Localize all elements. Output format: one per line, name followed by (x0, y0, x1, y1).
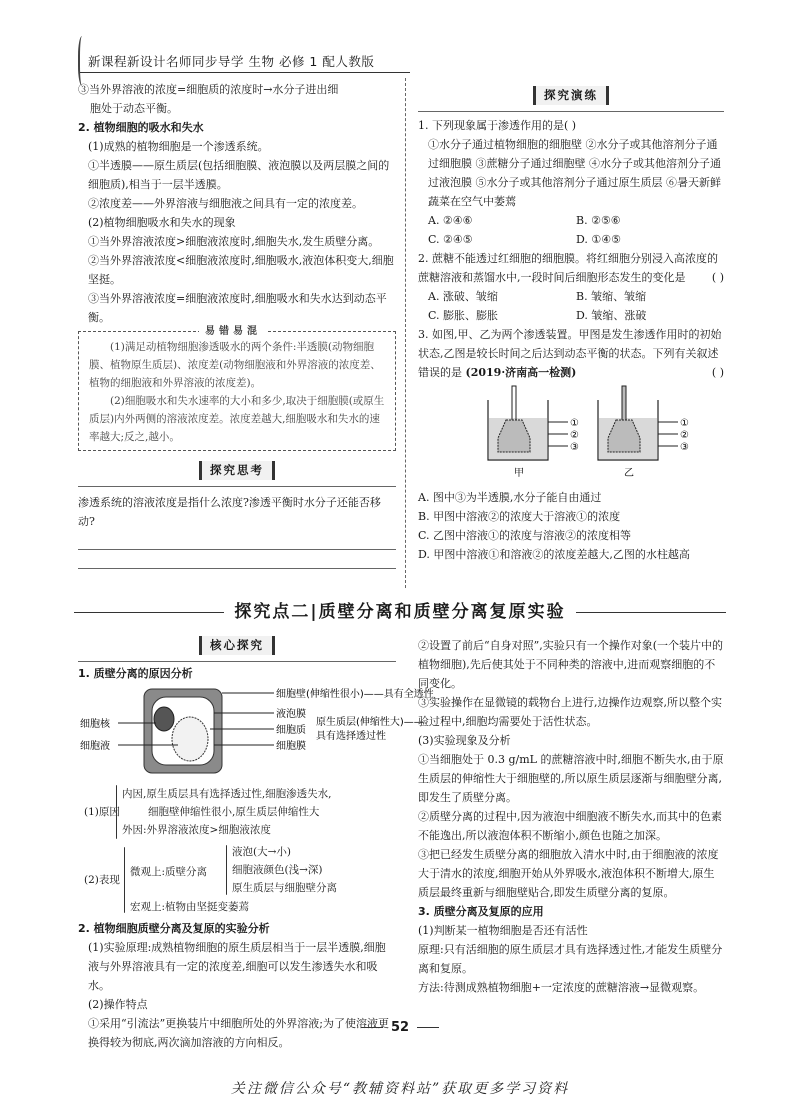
option-a[interactable]: A. 图中③为半透膜,水分子能自由通过 (418, 491, 602, 504)
question-source: (2019·济南高一检测) (465, 366, 577, 379)
paragraph: ③把已经发生质壁分离的细胞放入清水中时,由于细胞液的浓度大于清水的浓度,细胞开始从外界吸水,液泡体积不断增大,原生质层最终重新与细胞壁贴合,即发生质壁分离的复原。 (418, 848, 719, 899)
question-2: 2. 蔗糖不能透过红细胞的细胞膜。将红细胞分别浸入高浓度的蔗糖溶液和蒸馏水中,一段时间后细胞形态发生的变化是 ( ) (418, 252, 724, 284)
subheading: 2. 植物细胞的吸水和失水 (78, 121, 204, 134)
answer-line (78, 549, 396, 550)
page-number: 52 (0, 1018, 800, 1037)
answer-line (78, 568, 396, 569)
option-d[interactable]: D. 皱缩、涨破 (576, 309, 647, 322)
paragraph: ③实验操作在显微镜的载物台上进行,边操作边观察,所以整个实验过程中,细胞均需要处于活性状态。 (418, 696, 722, 728)
paragraph: (3)实验现象及分析 (418, 734, 511, 747)
brace (116, 785, 117, 839)
paragraph: (2)操作特点 (88, 998, 148, 1011)
paragraph: ②浓度差——外界溶液与细胞液之间具有一定的浓度差。 (88, 197, 363, 210)
paragraph: 方法:待测成熟植物细胞+一定浓度的蔗糖溶液→显微观察。 (418, 981, 705, 994)
subheading: 1. 质壁分离的原因分析 (78, 667, 193, 680)
text-line: 胞处于动态平衡。 (90, 102, 178, 115)
protoplast-label: 原生质层(伸缩性大)—— (316, 717, 424, 728)
option-d[interactable]: D. 甲图中溶液①和溶液②的浓度差越大,乙图的水柱越高 (418, 548, 690, 561)
options-row (418, 230, 724, 249)
vacuole-membrane-label: 液泡膜 (276, 709, 306, 720)
error-prone-box (78, 326, 396, 451)
text-line: ③当外界溶液的浓度=细胞质的浓度时→水分子进出细 (78, 83, 339, 96)
section2-right-column (418, 636, 724, 997)
show-block: (2)表现 微观上:质壁分离 液泡(大→小) 细胞液颜色(浅→深) 原生质层与细胞壁分离 宏观上:植物由坚挺变萎蔫 (84, 846, 337, 913)
running-header: 新课程新设计名师同步导学 生物 必修 1 配人教版 (88, 54, 375, 69)
rule (78, 486, 396, 487)
think-question: 渗透系统的溶液浓度是指什么浓度?渗透平衡时水分子还能否移动? (78, 496, 381, 528)
paragraph: ②质壁分离的过程中,因为液泡中细胞液不断失水,而其中的色素不能逸出,所以液泡体积不断缩小,颜色也随之加深。 (418, 810, 722, 842)
label-2: ② (570, 430, 579, 441)
paragraph: ①当外界溶液浓度>细胞液浓度时,细胞失水,发生质壁分离。 (88, 235, 380, 248)
label-3: ③ (570, 442, 579, 453)
wall-label: 细胞壁(伸缩性很小)——具有全透性 (276, 689, 434, 700)
options-row (418, 306, 724, 325)
option-b[interactable]: B. 皱缩、皱缩 (576, 290, 647, 303)
option-c[interactable]: C. 膨胀、膨胀 (428, 309, 499, 322)
option-b[interactable]: B. 甲图中溶液②的浓度大于溶液①的浓度 (418, 510, 621, 523)
paragraph: 原理:只有活细胞的原生质层才具有选择透过性,才能发生质壁分离和复原。 (418, 943, 723, 975)
option-c[interactable]: C. 乙图中溶液①的浓度与溶液②的浓度相等 (418, 529, 632, 542)
protoplast-label-2: 具有选择透过性 (316, 731, 386, 742)
option-a[interactable]: A. 涨破、皱缩 (428, 290, 498, 303)
beaker-yi (598, 386, 689, 479)
paragraph: ②当外界溶液浓度<细胞液浓度时,细胞吸水,液泡体积变大,细胞坚挺。 (88, 254, 394, 286)
cell-sap-label: 细胞液 (80, 741, 110, 752)
option-d[interactable]: D. ①④⑤ (576, 233, 622, 246)
subheading: 2. 植物细胞质壁分离及复原的实验分析 (78, 922, 270, 935)
paragraph: ①当细胞处于 0.3 g/mL 的蔗糖溶液中时,细胞不断失水,由于原生质层的伸缩性大于细胞壁的,所以原生质层逐渐与细胞壁分离,即发生了质壁分离。 (418, 753, 724, 804)
practice-tag: 探究演练 (418, 86, 724, 105)
plasmolysis-cell-diagram (78, 683, 434, 779)
figure-label-jia: 甲 (514, 468, 524, 479)
label-1: ① (570, 418, 579, 429)
paragraph: (1)判断某一植物细胞是否还有活性 (418, 924, 588, 937)
think-tag: 探究思考 (78, 461, 396, 480)
cause-block: (1)原因 内因,原生质层具有选择透过性,细胞渗透失水, 细胞壁伸缩性很小,原生质层伸缩性大 外因:外界溶液浓度>细胞液浓度 (78, 785, 396, 843)
right-column (418, 80, 724, 564)
options-row (418, 211, 724, 230)
column-divider (405, 78, 406, 588)
brace (226, 845, 227, 895)
nucleus-label: 细胞核 (80, 719, 110, 730)
core-tag: 核心探究 (78, 636, 396, 655)
label-2: ② (680, 430, 689, 441)
box-paragraph: (1)满足动植物细胞渗透吸水的两个条件:半透膜(动物细胞膜、植物原生质层)、浓度差(动物细胞液和外界溶液的浓度差、植物的细胞液和外界溶液的浓度差)。 (89, 341, 381, 389)
membrane-label: 细胞膜 (276, 741, 306, 752)
question-1-body: ①水分子通过植物细胞的细胞壁 ②水分子或其他溶剂分子通过细胞膜 ③蔗糖分子通过细胞壁 ④水分子或其他溶剂分子通过液泡膜 ⑤水分子或其他溶剂分子通过原生质层 ⑥暑天新鲜蔬菜在空气中萎蔫 (428, 138, 721, 208)
paragraph: ①采用“引流法”更换装片中细胞所处的外界溶液;为了使溶液更换得较为彻底,两次滴加溶液的方向相反。 (88, 1017, 389, 1049)
question-3: 3. 如图,甲、乙为两个渗透装置。甲图是发生渗透作用时的初始状态,乙图是较长时间之后达到动态平衡的状态。下列有关叙述错误的是 (2019·济南高一检测) ( ) (418, 328, 724, 379)
option-a[interactable]: A. ②④⑥ (428, 214, 473, 227)
figure-label-yi: 乙 (624, 468, 634, 479)
rule (418, 111, 724, 112)
question-1: 1. 下列现象属于渗透作用的是( ) (418, 119, 577, 132)
cytoplasm-label: 细胞质 (276, 725, 306, 736)
left-column (78, 80, 396, 569)
brace (124, 847, 125, 913)
beaker-jia (488, 386, 579, 479)
label-1: ① (680, 418, 689, 429)
paragraph: (1)成熟的植物细胞是一个渗透系统。 (88, 140, 269, 153)
label-3: ③ (680, 442, 689, 453)
section-title: 探究点二|质壁分离和质壁分离复原实验 (0, 603, 800, 622)
osmosis-apparatus-figure (418, 382, 724, 482)
paragraph: (1)实验原理:成熟植物细胞的原生质层相当于一层半透膜,细胞液与外界溶液具有一定的浓度差,细胞可以发生渗透失水和吸水。 (88, 941, 386, 992)
box-paragraph: (2)细胞吸水和失水速率的大小和多少,取决于细胞膜(或原生质层)内外两侧的溶液浓度差。浓度差越大,细胞吸水和失水的速率越大;反之,越小。 (89, 395, 385, 443)
options-row (418, 287, 724, 306)
footer-note: 关注微信公众号“教辅资料站”获取更多学习资料 (230, 1081, 570, 1097)
option-c[interactable]: C. ②④⑤ (428, 233, 473, 246)
paragraph: ①半透膜——原生质层(包括细胞膜、液泡膜以及两层膜之间的细胞质),相当于一层半透膜。 (88, 159, 390, 191)
header-rule (80, 72, 410, 73)
paragraph: ②设置了前后“自身对照”,实验只有一个操作对象(一个装片中的植物细胞),先后使其处于不同种类的溶液中,进而观察细胞的不同变化。 (418, 639, 724, 690)
paragraph: (2)植物细胞吸水和失水的现象 (88, 216, 236, 229)
box-title: 易错易混 (199, 323, 267, 341)
paragraph: ③当外界溶液浓度=细胞液浓度时,细胞吸水和失水达到动态平衡。 (88, 292, 387, 324)
option-b[interactable]: B. ②⑤⑥ (576, 214, 621, 227)
header-curl-decoration (78, 36, 88, 86)
subheading: 3. 质壁分离及复原的应用 (418, 905, 544, 918)
rule (78, 661, 396, 662)
